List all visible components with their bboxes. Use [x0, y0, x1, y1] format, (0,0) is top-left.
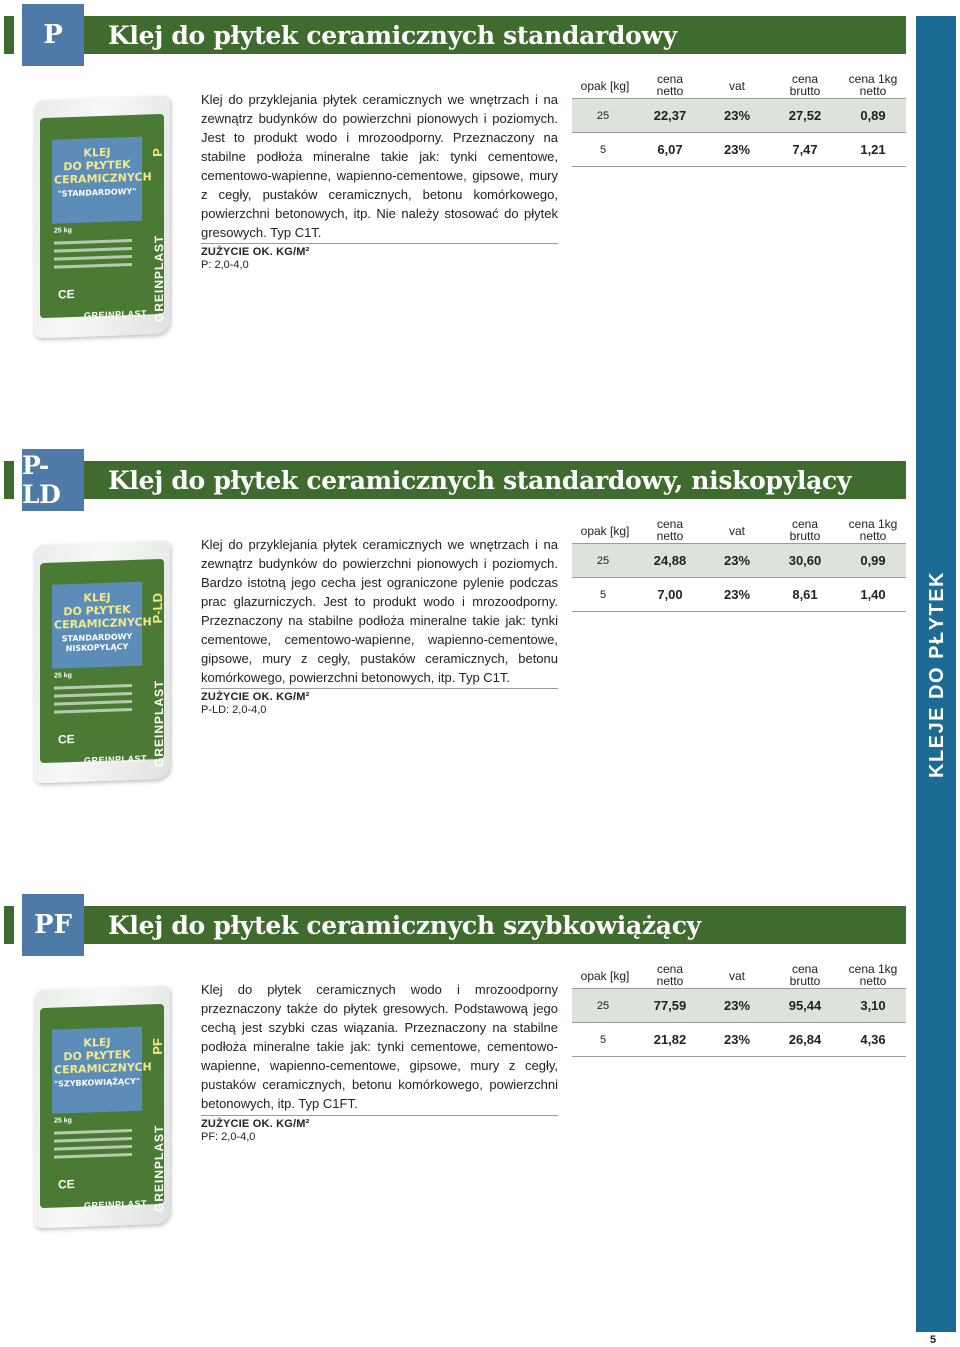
header-net-price: cena netto: [656, 962, 684, 988]
cell-pack: 5: [599, 144, 607, 156]
divider: [201, 1115, 558, 1116]
product-bag-image: [30, 982, 178, 1232]
header-price-per-kg: cena 1kg netto: [848, 962, 898, 988]
category-sidebar-label: KLEJE DO PŁYTEK: [925, 570, 948, 778]
bag-side-brand: GREINPLAST: [152, 234, 166, 323]
header-vat: vat: [728, 79, 745, 93]
bag-brand-logo: GREINPLAST: [84, 308, 148, 321]
product-description: Klej do płytek ceramicznych wodo i mrozoodporny przeznaczony także do płytek gresowych. Podstawową jego cechą jest szybki czas wiązania. Przeznaczony na stabilne podłoża mineralne takie jak: tynki cementowe, cementowo-wapienne, wapienno-cementowe, gipsowe, mury z cegły, pustaków ceramicznych, betonu komórkowego, powierzchni betonowych, itp. Typ C1FT.: [201, 982, 558, 1111]
cell-per-kg: 0,99: [860, 553, 886, 568]
product-code-badge: PF: [22, 894, 84, 956]
usage-value: P: 2,0-4,0: [201, 259, 249, 271]
ce-mark-icon: CE: [58, 286, 75, 302]
usage-value: P-LD: 2,0-4,0: [201, 704, 267, 716]
cell-vat: 23%: [723, 587, 751, 602]
header-gross-price: cena brutto: [789, 962, 821, 988]
price-table-header: [572, 963, 906, 989]
bag-brand-logo: GREINPLAST: [84, 1198, 148, 1211]
product-section-p-ld: [0, 445, 910, 865]
price-table-header: [572, 73, 906, 99]
cell-gross: 95,44: [788, 998, 822, 1013]
cell-net: 24,88: [653, 553, 687, 568]
bag-side-brand: GREINPLAST: [152, 679, 166, 768]
bag-brand-logo: GREINPLAST: [84, 753, 148, 766]
cell-gross: 8,61: [792, 587, 818, 602]
bag-label: KLEJ DO PŁYTEK CERAMICZNYCH "STANDARDOWY": [54, 145, 152, 199]
table-row: [572, 578, 906, 612]
cell-gross: 27,52: [788, 108, 822, 123]
table-row: [572, 1023, 906, 1057]
cell-gross: 30,60: [788, 553, 822, 568]
cell-gross: 26,84: [788, 1032, 822, 1047]
cell-per-kg: 0,89: [860, 108, 886, 123]
cell-pack: 5: [599, 589, 607, 601]
bag-weight: 25 kg: [54, 672, 72, 680]
header-gross-price: cena brutto: [789, 517, 821, 543]
bag-label: KLEJ DO PŁYTEK CERAMICZNYCH "SZYBKOWIĄŻĄCY": [54, 1035, 152, 1089]
product-title: Klej do płytek ceramicznych szybkowiążący: [108, 911, 701, 940]
cell-pack: 25: [596, 555, 610, 567]
page-number: 5: [930, 1334, 937, 1346]
bag-text-lines: [54, 1129, 134, 1164]
price-table: [572, 73, 906, 167]
product-title: Klej do płytek ceramicznych standardowy, niskopylący: [108, 466, 852, 495]
divider: [201, 243, 558, 244]
bag-side-code: P: [150, 147, 165, 157]
header-price-per-kg: cena 1kg netto: [848, 517, 898, 543]
bag-side-code: P-LD: [150, 592, 165, 624]
cell-net: 22,37: [653, 108, 687, 123]
table-row: [572, 544, 906, 578]
header-vat: vat: [728, 524, 745, 538]
cell-vat: 23%: [723, 108, 751, 123]
price-table: [572, 963, 906, 1057]
product-title: Klej do płytek ceramicznych standardowy: [108, 21, 677, 50]
usage-label: ZUŻYCIE OK. KG/M²: [201, 246, 310, 258]
cell-pack: 5: [599, 1034, 607, 1046]
header-pack: opak [kg]: [580, 969, 630, 983]
cell-net: 7,00: [657, 587, 683, 602]
table-row: [572, 989, 906, 1023]
cell-net: 77,59: [653, 998, 687, 1013]
price-table-header: [572, 518, 906, 544]
cell-net: 6,07: [657, 142, 683, 157]
header-price-per-kg: cena 1kg netto: [848, 72, 898, 98]
product-description: Klej do przyklejania płytek ceramicznych we wnętrzach i na zewnątrz budynków do powierzchni pionowych i poziomych. Bardzo istotną jego cecha jest ograniczone pylenie podczas prac glazurniczych. Jest to produkt wodo i mrozoodporny. Przeznaczony na stabilne podłoża mineralne takie jak: tynki cementowe, cementowo-wapienne, wapienno-cementowe, gipsowe, mury z cegły, pustaków ceramicznych, betonu komórkowego, powierzchni betonowych, itp. Typ C1T.: [201, 537, 558, 685]
product-section-p: [0, 0, 910, 420]
table-row: [572, 99, 906, 133]
cell-vat: 23%: [723, 142, 751, 157]
cell-per-kg: 1,21: [860, 142, 886, 157]
usage-label: ZUŻYCIE OK. KG/M²: [201, 691, 310, 703]
product-code-badge: P-LD: [22, 449, 84, 511]
header-pack: opak [kg]: [580, 524, 630, 538]
cell-gross: 7,47: [792, 142, 818, 157]
bag-text-lines: [54, 684, 134, 719]
product-code-badge: P: [22, 4, 84, 66]
bag-weight: 25 kg: [54, 227, 72, 235]
bag-label: KLEJ DO PŁYTEK CERAMICZNYCH STANDARDOWY NISKOPYLĄCY: [54, 590, 152, 654]
ce-mark-icon: CE: [58, 1176, 75, 1192]
product-description: Klej do przyklejania płytek ceramicznych we wnętrzach i na zewnątrz budynków do powierzchni pionowych i poziomych. Jest to produkt wodo i mrozoodporny. Przeznaczony na stabilne podłoża mineralne takie jak: tynki cementowe, cementowo-wapienne, wapienno-cementowe, gipsowe, mury z cegły, pustaków ceramicznych, betonu komórkowego, powierzchni betonowych, itp. Nie należy stosować do płytek gresowych. Typ C1T.: [201, 92, 558, 240]
cell-per-kg: 4,36: [860, 1032, 886, 1047]
cell-pack: 25: [596, 1000, 610, 1012]
product-bag-image: [30, 92, 178, 342]
usage-value: PF: 2,0-4,0: [201, 1131, 256, 1143]
header-vat: vat: [728, 969, 745, 983]
product-bag-image: [30, 537, 178, 787]
cell-vat: 23%: [723, 1032, 751, 1047]
cell-pack: 25: [596, 110, 610, 122]
header-net-price: cena netto: [656, 72, 684, 98]
divider: [201, 688, 558, 689]
header-net-price: cena netto: [656, 517, 684, 543]
price-table: [572, 518, 906, 612]
header-gross-price: cena brutto: [789, 72, 821, 98]
cell-vat: 23%: [723, 553, 751, 568]
ce-mark-icon: CE: [58, 731, 75, 747]
product-section-pf: [0, 890, 910, 1310]
header-pack: opak [kg]: [580, 79, 630, 93]
cell-net: 21,82: [653, 1032, 687, 1047]
usage-label: ZUŻYCIE OK. KG/M²: [201, 1118, 310, 1130]
cell-per-kg: 1,40: [860, 587, 886, 602]
cell-per-kg: 3,10: [860, 998, 886, 1013]
bag-text-lines: [54, 239, 134, 274]
bag-side-code: PF: [150, 1037, 165, 1055]
bag-side-brand: GREINPLAST: [152, 1124, 166, 1213]
table-row: [572, 133, 906, 167]
bag-weight: 25 kg: [54, 1117, 72, 1125]
cell-vat: 23%: [723, 998, 751, 1013]
